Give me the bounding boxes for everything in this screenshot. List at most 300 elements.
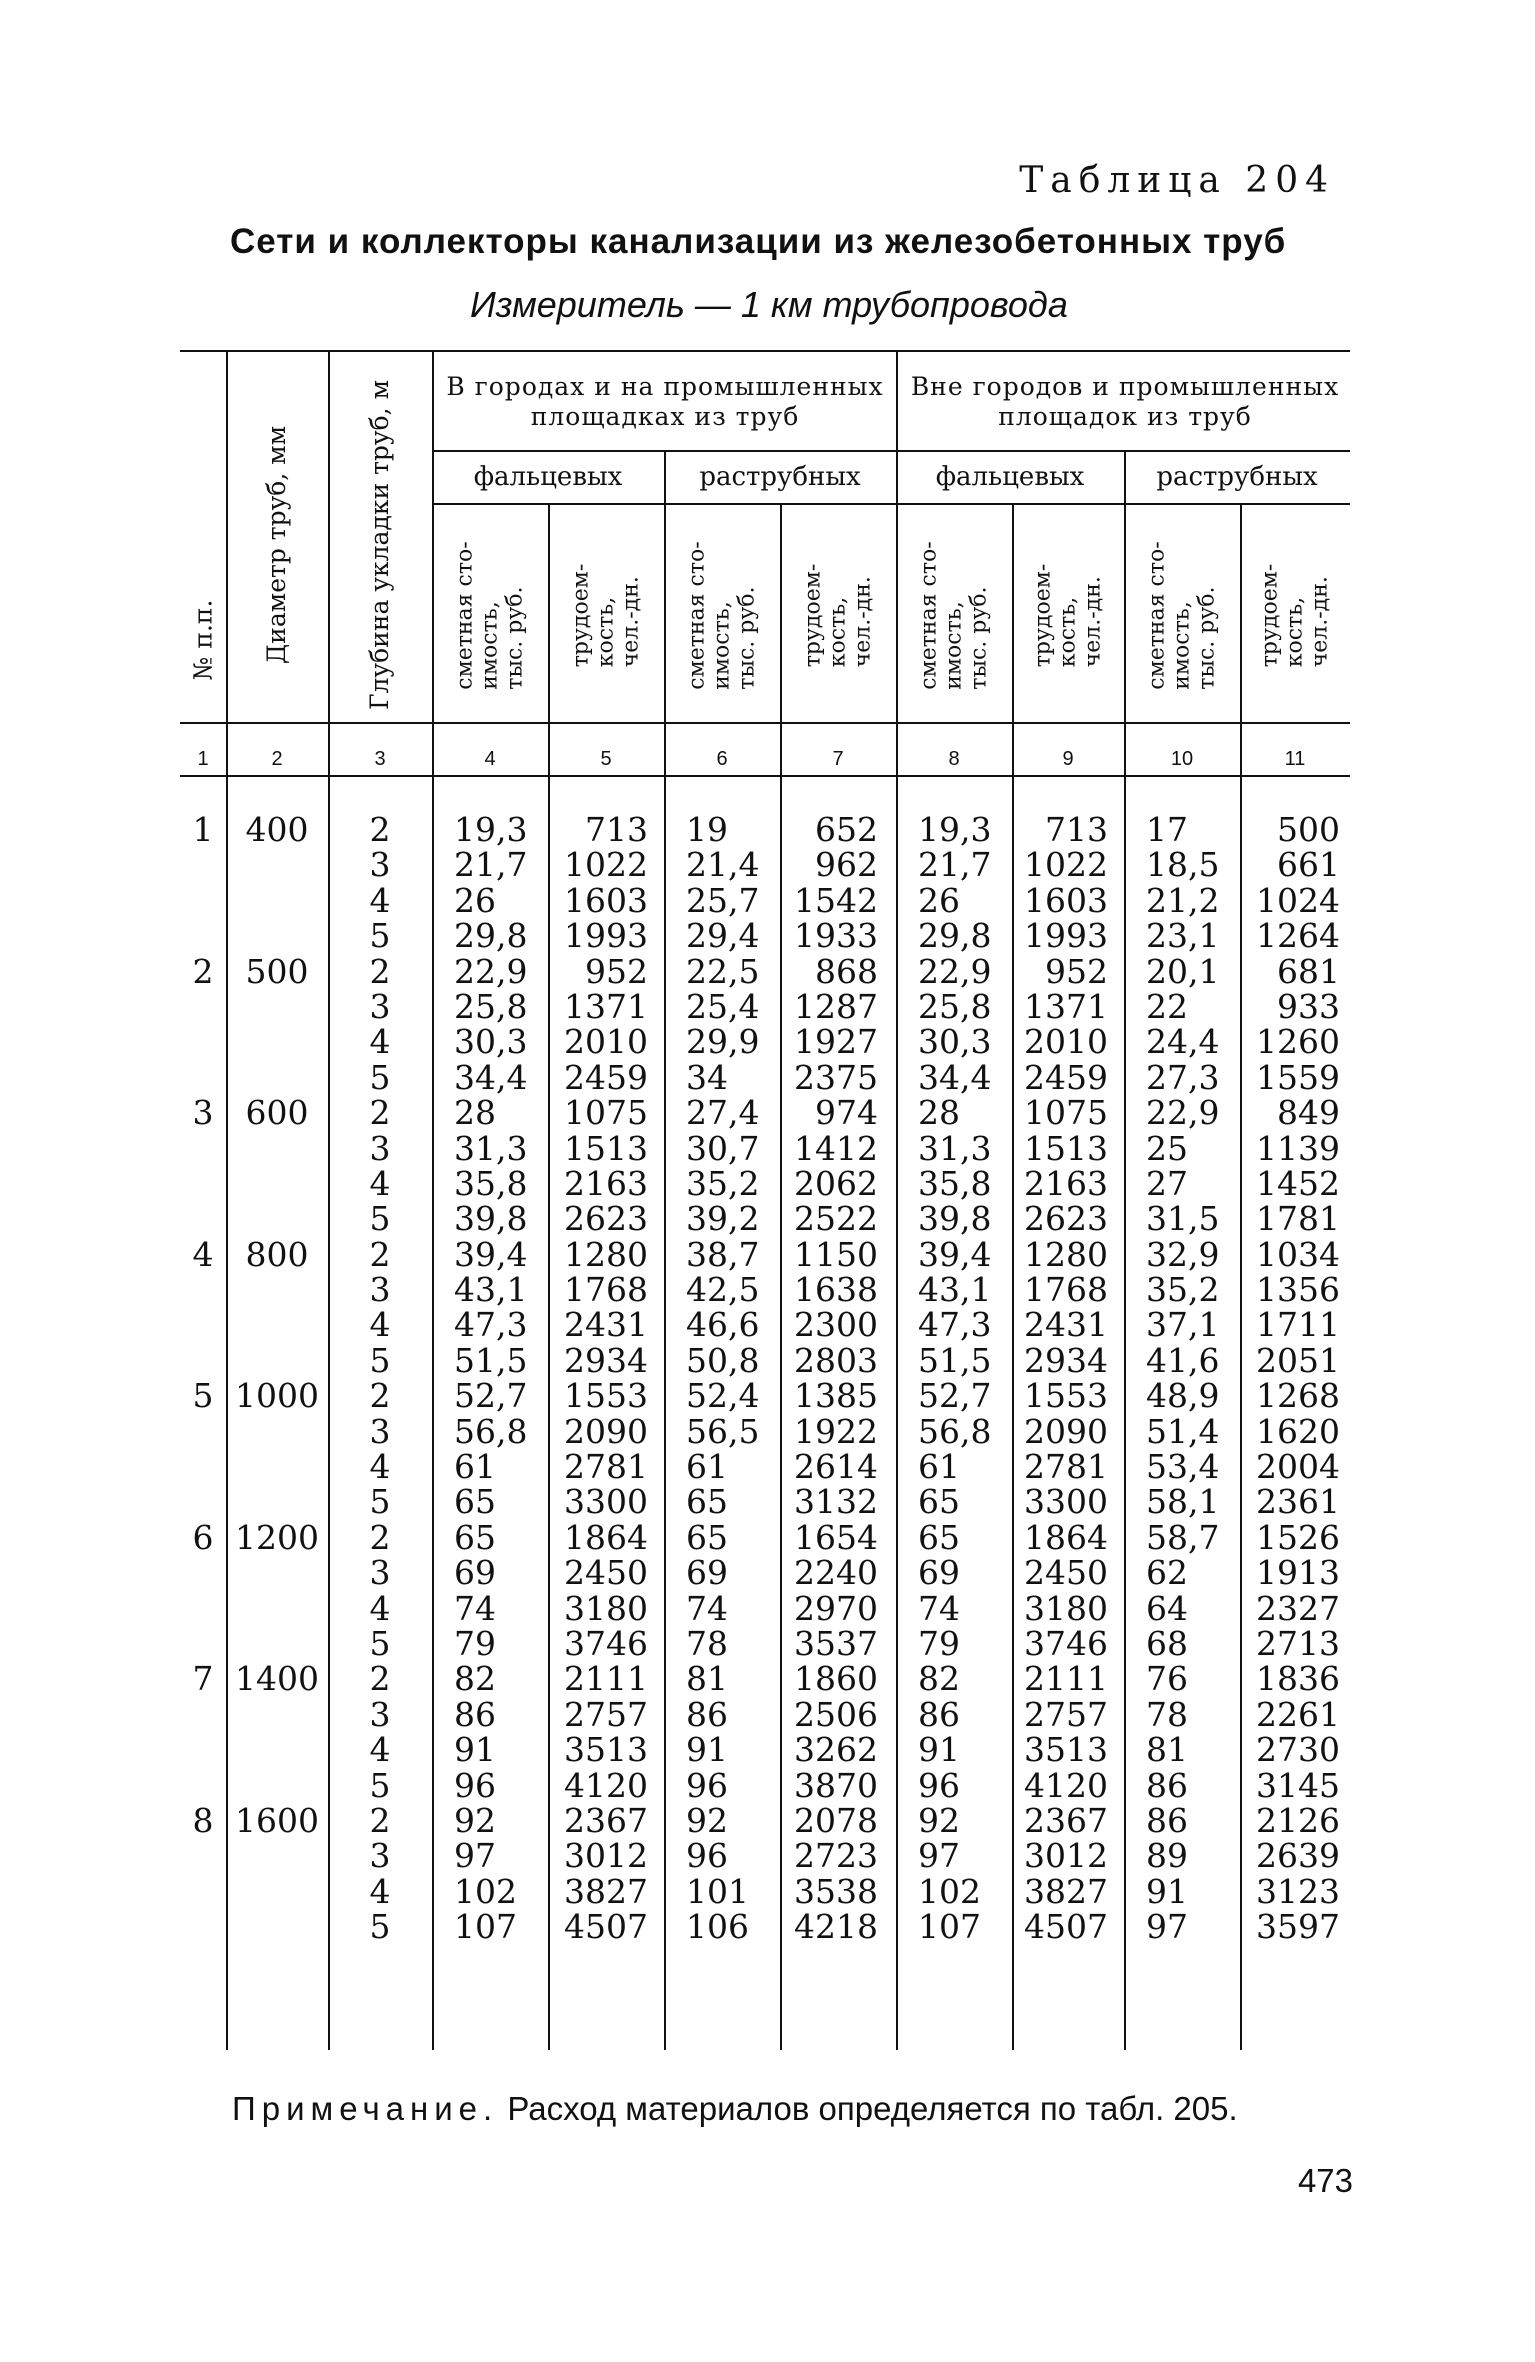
table-cell: 1452: [1256, 1163, 1340, 1203]
table-cell: 952: [585, 951, 648, 991]
table-cell: 1603: [564, 880, 648, 920]
table-cell: 61: [454, 1447, 496, 1487]
table-cell: [180, 1697, 226, 1732]
table-cell: 1768: [564, 1270, 648, 1310]
table-cell: 31,3: [454, 1128, 528, 1168]
table-cell: 69: [454, 1553, 496, 1593]
table-cell: 600: [245, 1093, 309, 1133]
table-cell: 101: [686, 1871, 749, 1911]
table-cell: [226, 1591, 328, 1626]
table-cell: 92: [686, 1800, 728, 1840]
table-cell: 76: [1146, 1659, 1188, 1699]
table-cell: 25: [1146, 1128, 1188, 1168]
table-cell: 41,6: [1146, 1340, 1220, 1380]
table-cell: 38,7: [686, 1234, 760, 1274]
table-cell: [226, 1131, 328, 1166]
table-cell: 2781: [1024, 1447, 1108, 1487]
table-cell: 43,1: [454, 1270, 528, 1310]
header-labor-col11: трудоем- кость, чел.-дн.: [1257, 563, 1333, 667]
table-cell: [180, 1874, 226, 1909]
cost-city-rastr-column: [686, 812, 776, 1945]
table-cell: 3132: [794, 1482, 878, 1522]
table-cell: [226, 1414, 328, 1449]
table-cell: 2757: [564, 1694, 648, 1734]
table-cell: 97: [918, 1836, 960, 1876]
table-cell: 39,8: [918, 1199, 992, 1239]
table-cell: 3: [369, 1553, 391, 1593]
table-cell: 39,8: [454, 1199, 528, 1239]
table-cell: 681: [1277, 951, 1340, 991]
table-cell: 2614: [794, 1447, 878, 1487]
table-cell: 1836: [1256, 1659, 1340, 1699]
table-cell: 1993: [1024, 916, 1108, 956]
table-cell: 1922: [794, 1411, 878, 1451]
table-cell: 78: [686, 1623, 728, 1663]
table-cell: 35,2: [1146, 1270, 1220, 1310]
table-cell: 21,7: [918, 845, 992, 885]
table-cell: 1022: [1024, 845, 1108, 885]
table-cell: 2051: [1256, 1340, 1340, 1380]
table-cell: 1200: [235, 1517, 319, 1557]
table-cell: 2970: [794, 1588, 878, 1628]
cost-outside-rastr-column: [1146, 812, 1236, 1945]
table-cell: 4: [369, 880, 391, 920]
table-cell: 26: [454, 880, 496, 920]
table-cell: 2639: [1256, 1836, 1340, 1876]
table-cell: [180, 1909, 226, 1944]
table-cell: 27,3: [1146, 1057, 1220, 1097]
table-cell: [226, 1166, 328, 1201]
table-cell: [180, 1272, 226, 1307]
table-cell: 652: [815, 810, 878, 849]
table-cell: 25,8: [454, 986, 528, 1026]
table-cell: [180, 1449, 226, 1484]
table-cell: 96: [686, 1765, 728, 1805]
table-cell: 51,5: [454, 1340, 528, 1380]
table-cell: 106: [686, 1907, 749, 1947]
table-cell: 96: [686, 1836, 728, 1876]
table-cell: 65: [918, 1517, 960, 1557]
table-cell: [226, 1343, 328, 1378]
table-cell: 4120: [1024, 1765, 1108, 1805]
table-cell: 3827: [564, 1871, 648, 1911]
header-depth: Глубина укладки труб, м: [365, 379, 394, 711]
table-cell: 3180: [1024, 1588, 1108, 1628]
table-cell: 1542: [794, 880, 878, 920]
table-cell: 91: [918, 1730, 960, 1770]
table-cell: 2522: [794, 1199, 878, 1239]
column-number-6: 6: [716, 748, 728, 770]
cost-outside-falc-column: [918, 812, 1008, 1945]
table-cell: 39,2: [686, 1199, 760, 1239]
table-cell: 500: [1277, 810, 1340, 849]
table-cell: 34,4: [454, 1057, 528, 1097]
column-number-2: 2: [271, 748, 283, 770]
table-cell: 86: [454, 1694, 496, 1734]
table-cell: 79: [454, 1623, 496, 1663]
table-cell: 2261: [1256, 1694, 1340, 1734]
table-cell: 5: [192, 1376, 214, 1416]
table-cell: 1526: [1256, 1517, 1340, 1557]
header-labor-col7: трудоем- кость, чел.-дн.: [800, 563, 876, 667]
table-cell: 48,9: [1146, 1376, 1220, 1416]
table-cell: 1024: [1256, 880, 1340, 920]
table-cell: 4: [369, 1305, 391, 1345]
footnote: [232, 2090, 1238, 2128]
table-cell: 3012: [564, 1836, 648, 1876]
table-cell: 96: [918, 1765, 960, 1805]
table-cell: 2004: [1256, 1447, 1340, 1487]
table-title: Сети и коллекторы канализации из железобетонных труб: [230, 222, 1287, 261]
header-row-number: № п.п.: [188, 599, 218, 681]
table-cell: 1400: [235, 1659, 319, 1699]
table-cell: 2781: [564, 1447, 648, 1487]
table-cell: 2163: [564, 1163, 648, 1203]
table-cell: 56,8: [918, 1411, 992, 1451]
table-cell: 31,5: [1146, 1199, 1220, 1239]
table-cell: 5: [369, 1057, 391, 1097]
table-cell: 4: [369, 1730, 391, 1770]
table-cell: 2090: [1024, 1411, 1108, 1451]
table-cell: [226, 1060, 328, 1095]
table-cell: 2361: [1256, 1482, 1340, 1522]
cost-city-falc-column: [454, 812, 544, 1945]
table-cell: 4: [369, 1022, 391, 1062]
table-cell: 1933: [794, 916, 878, 956]
table-cell: 2506: [794, 1694, 878, 1734]
table-cell: 1927: [794, 1022, 878, 1062]
table-cell: [226, 1697, 328, 1732]
table-cell: 2163: [1024, 1163, 1108, 1203]
table-cell: 3: [369, 1128, 391, 1168]
table-cell: [180, 883, 226, 918]
table-cell: 30,3: [454, 1022, 528, 1062]
table-cell: 800: [245, 1234, 309, 1274]
table-cell: 91: [1146, 1871, 1188, 1911]
table-cell: [180, 918, 226, 953]
table-cell: 1287: [794, 986, 878, 1026]
table-cell: [226, 1024, 328, 1059]
table-cell: 1864: [1024, 1517, 1108, 1557]
table-cell: [226, 1484, 328, 1519]
table-cell: 51,4: [1146, 1411, 1220, 1451]
header-cost-col6: сметная сто- имость, тыс. руб.: [684, 540, 760, 690]
table-cell: 102: [918, 1871, 981, 1911]
table-cell: 5: [369, 1199, 391, 1239]
table-cell: 5: [369, 1765, 391, 1805]
table-cell: 26: [918, 880, 960, 920]
table-cell: 69: [918, 1553, 960, 1593]
table-cell: [226, 1909, 328, 1944]
table-cell: 21,2: [1146, 880, 1220, 920]
table-cell: 2450: [1024, 1553, 1108, 1593]
table-cell: 2: [192, 951, 214, 991]
table-cell: 2078: [794, 1800, 878, 1840]
table-cell: [180, 1166, 226, 1201]
table-cell: 2730: [1256, 1730, 1340, 1770]
table-cell: 25,8: [918, 986, 992, 1026]
column-number-9: 9: [1062, 748, 1074, 770]
table-cell: 69: [686, 1553, 728, 1593]
table-cell: 39,4: [918, 1234, 992, 1274]
table-cell: 51,5: [918, 1340, 992, 1380]
subheader-rastr-outside: раструбных: [1156, 462, 1318, 492]
footnote-label: Примечание.: [232, 2090, 499, 2127]
unit-line: Измеритель — 1 км трубопровода: [470, 284, 1068, 325]
table-cell: 1513: [1024, 1128, 1108, 1168]
table-cell: [226, 1626, 328, 1661]
table-cell: 35,2: [686, 1163, 760, 1203]
table-cell: 7: [192, 1659, 214, 1699]
table-cell: 2010: [1024, 1022, 1108, 1062]
table-cell: 2713: [1256, 1623, 1340, 1663]
table-cell: [180, 1131, 226, 1166]
table-cell: 61: [918, 1447, 960, 1487]
table-cell: 74: [686, 1588, 728, 1628]
table-cell: 3: [369, 1694, 391, 1734]
table-cell: 29,8: [918, 916, 992, 956]
table-cell: 39,4: [454, 1234, 528, 1274]
header-labor-col5: трудоем- кость, чел.-дн.: [568, 563, 644, 667]
table-cell: 4: [369, 1871, 391, 1911]
table-cell: 1371: [1024, 986, 1108, 1026]
table-cell: 1860: [794, 1659, 878, 1699]
table-cell: 79: [918, 1623, 960, 1663]
table-cell: 2375: [794, 1057, 878, 1097]
table-cell: 400: [245, 810, 309, 849]
table-cell: 4: [192, 1234, 214, 1274]
table-cell: [180, 1307, 226, 1342]
table-cell: 92: [918, 1800, 960, 1840]
table-cell: [180, 989, 226, 1024]
table-cell: 22,5: [686, 951, 760, 991]
table-cell: 31,3: [918, 1128, 992, 1168]
table-cell: 3827: [1024, 1871, 1108, 1911]
table-cell: 65: [918, 1482, 960, 1522]
table-cell: 1913: [1256, 1553, 1340, 1593]
table-cell: [226, 1201, 328, 1236]
table-cell: [226, 1307, 328, 1342]
table-cell: 19,3: [454, 810, 528, 849]
table-cell: 107: [454, 1907, 517, 1947]
table-cell: [226, 989, 328, 1024]
table-cell: 2459: [1024, 1057, 1108, 1097]
table-cell: 97: [454, 1836, 496, 1876]
table-cell: 52,4: [686, 1376, 760, 1416]
table-cell: 3: [369, 1836, 391, 1876]
table-cell: [226, 1272, 328, 1307]
table-cell: 974: [815, 1093, 878, 1133]
table-cell: 2: [369, 810, 391, 849]
table-cell: 1075: [1024, 1093, 1108, 1133]
table-cell: 74: [918, 1588, 960, 1628]
table-cell: 52,7: [454, 1376, 528, 1416]
table-cell: 22,9: [454, 951, 528, 991]
table-cell: 2431: [564, 1305, 648, 1345]
table-cell: 47,3: [454, 1305, 528, 1345]
table-cell: 3: [192, 1093, 214, 1133]
column-number-5: 5: [600, 748, 612, 770]
table-cell: 56,8: [454, 1411, 528, 1451]
table-cell: [180, 847, 226, 882]
header-cost-col8: сметная сто- имость, тыс. руб.: [916, 540, 992, 690]
table-cell: 89: [1146, 1836, 1188, 1876]
labor-outside-rastr-column: [1242, 812, 1340, 1945]
table-cell: 2111: [564, 1659, 648, 1699]
table-cell: 42,5: [686, 1270, 760, 1310]
table-cell: 3: [369, 1270, 391, 1310]
table-cell: 2431: [1024, 1305, 1108, 1345]
table-cell: 2459: [564, 1057, 648, 1097]
table-cell: 1000: [235, 1376, 319, 1416]
table-cell: 2090: [564, 1411, 648, 1451]
table-cell: 4: [369, 1588, 391, 1628]
table-cell: [226, 918, 328, 953]
table-cell: 65: [686, 1482, 728, 1522]
table-cell: 2300: [794, 1305, 878, 1345]
table-cell: [180, 1838, 226, 1873]
table-cell: 23,1: [1146, 916, 1220, 956]
table-cell: [180, 1414, 226, 1449]
table-cell: 2757: [1024, 1694, 1108, 1734]
table-cell: 2367: [564, 1800, 648, 1840]
table-cell: 1268: [1256, 1376, 1340, 1416]
diameter-column: [226, 812, 328, 1945]
table-cell: 96: [454, 1765, 496, 1805]
table-cell: 78: [1146, 1694, 1188, 1734]
table-cell: 1356: [1256, 1270, 1340, 1310]
table-cell: 2126: [1256, 1800, 1340, 1840]
table-cell: 2450: [564, 1553, 648, 1593]
table-cell: 27: [1146, 1163, 1188, 1203]
table-cell: 1864: [564, 1517, 648, 1557]
table-cell: 43,1: [918, 1270, 992, 1310]
table-cell: 68: [1146, 1623, 1188, 1663]
table-cell: 107: [918, 1907, 981, 1947]
table-cell: [180, 1343, 226, 1378]
table-cell: 2: [369, 1093, 391, 1133]
subheader-falc-outside: фальцевых: [935, 462, 1085, 492]
table-cell: 5: [369, 1482, 391, 1522]
group-header-outside: Вне городов и промышленных площадок из труб: [910, 372, 1340, 431]
table-cell: 20,1: [1146, 951, 1220, 991]
table-cell: 65: [686, 1517, 728, 1557]
table-cell: 35,8: [454, 1163, 528, 1203]
table-cell: 1654: [794, 1517, 878, 1557]
table-cell: 1768: [1024, 1270, 1108, 1310]
table-cell: 2240: [794, 1553, 878, 1593]
table-cell: 37,1: [1146, 1305, 1220, 1345]
header-cost-col10: сметная сто- имость, тыс. руб.: [1144, 540, 1220, 690]
table-cell: 661: [1277, 845, 1340, 885]
table-cell: 5: [369, 916, 391, 956]
table-cell: 30,3: [918, 1022, 992, 1062]
table-cell: 28: [454, 1093, 496, 1133]
table-cell: 6: [192, 1517, 214, 1557]
table-cell: 2: [369, 1517, 391, 1557]
table-cell: 24,4: [1146, 1022, 1220, 1062]
table-cell: 4: [369, 1163, 391, 1203]
table-cell: 92: [454, 1800, 496, 1840]
column-number-4: 4: [484, 748, 496, 770]
table-cell: 1781: [1256, 1199, 1340, 1239]
table-cell: 5: [369, 1907, 391, 1947]
table-cell: 1022: [564, 845, 648, 885]
table-cell: 2934: [1024, 1340, 1108, 1380]
table-cell: 52,7: [918, 1376, 992, 1416]
header-cost-col4: сметная сто- имость, тыс. руб.: [452, 540, 528, 690]
depth-column: [328, 812, 432, 1945]
table-cell: 34: [686, 1057, 728, 1097]
table-cell: 2803: [794, 1340, 878, 1380]
table-cell: 61: [686, 1447, 728, 1487]
table-cell: 1603: [1024, 880, 1108, 920]
table-cell: 1513: [564, 1128, 648, 1168]
table-cell: 4218: [794, 1907, 878, 1947]
table-cell: 27,4: [686, 1093, 760, 1133]
header-bottom-rule: [180, 722, 1350, 724]
numbers-bottom-rule: [180, 775, 1350, 777]
group-header-rule: [432, 450, 1350, 452]
table-cell: 62: [1146, 1553, 1188, 1593]
table-cell: 18,5: [1146, 845, 1220, 885]
table-cell: 1600: [235, 1800, 319, 1840]
table-cell: 81: [686, 1659, 728, 1699]
table-cell: 3123: [1256, 1871, 1340, 1911]
page-number: 473: [1297, 2162, 1353, 2199]
table-cell: 1711: [1256, 1305, 1340, 1345]
table-cell: [226, 847, 328, 882]
table-cell: 2934: [564, 1340, 648, 1380]
table-cell: 933: [1277, 986, 1340, 1026]
table-cell: 5: [369, 1623, 391, 1663]
column-number-8: 8: [948, 748, 960, 770]
subgroup-header-rule: [432, 503, 1350, 505]
table-cell: 713: [1045, 810, 1108, 849]
table-cell: [226, 1838, 328, 1873]
column-number-3: 3: [374, 748, 386, 770]
table-cell: 1264: [1256, 916, 1340, 956]
table-cell: 1385: [794, 1376, 878, 1416]
table-cell: [180, 1732, 226, 1767]
header-labor-col9: трудоем- кость, чел.-дн.: [1030, 563, 1106, 667]
table-cell: 29,4: [686, 916, 760, 956]
column-number-10: 10: [1170, 748, 1194, 770]
table-cell: 4507: [564, 1907, 648, 1947]
table-cell: 34,4: [918, 1057, 992, 1097]
table-cell: 56,5: [686, 1411, 760, 1451]
table-cell: 3012: [1024, 1836, 1108, 1876]
header-diameter: Диаметр труб, мм: [262, 425, 292, 665]
table-cell: 2111: [1024, 1659, 1108, 1699]
table-cell: 2723: [794, 1836, 878, 1876]
table-cell: 849: [1277, 1093, 1340, 1133]
table-cell: 46,6: [686, 1305, 760, 1345]
table-cell: [226, 1768, 328, 1803]
table-cell: 21,4: [686, 845, 760, 885]
table-cell: 17: [1146, 810, 1188, 849]
table-cell: 2: [369, 1376, 391, 1416]
table-cell: 2: [369, 1234, 391, 1274]
table-cell: 3300: [1024, 1482, 1108, 1522]
table-cell: 3262: [794, 1730, 878, 1770]
table-cell: [226, 883, 328, 918]
table-cell: [180, 1591, 226, 1626]
table-cell: 3597: [1256, 1907, 1340, 1947]
table-cell: 81: [1146, 1730, 1188, 1770]
table-cell: 1412: [794, 1128, 878, 1168]
table-cell: 28: [918, 1093, 960, 1133]
